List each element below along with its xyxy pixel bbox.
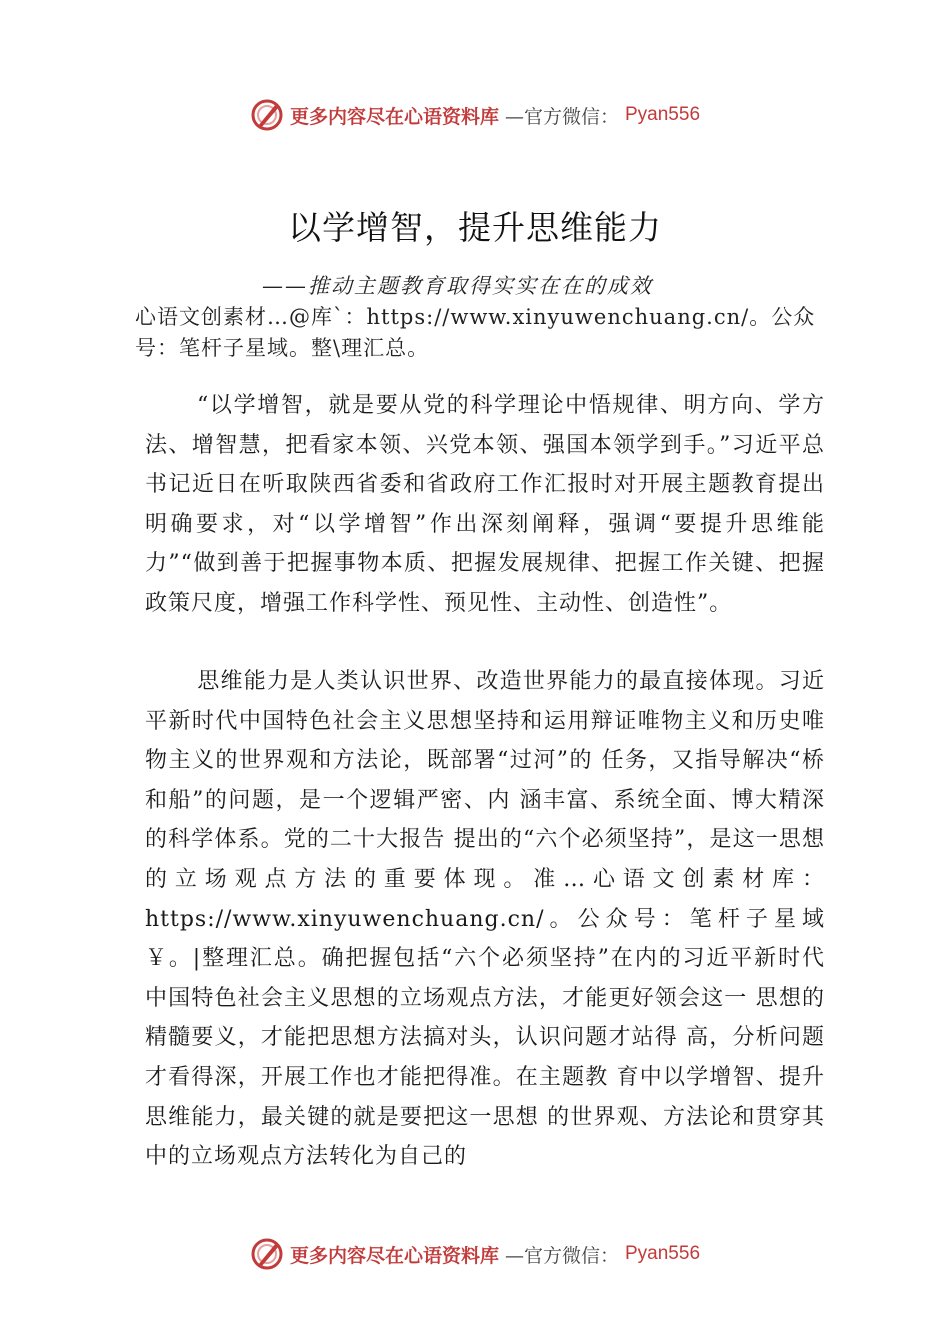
banner-wechat-id: Pyan556 xyxy=(625,1243,701,1264)
header-banner xyxy=(0,95,950,135)
banner-wechat-id: Pyan556 xyxy=(625,104,701,125)
paragraph-2-text: 思维能力是人类认识世界、改造世界能力的最直接体现。习近平新时代中国特色社会主义思想坚持和运用辩证唯物主义和历史唯物主义的世界观和方法论，既部署“过河”的 任务，又指导解决“桥和船”的问题，是一个逻辑严密、内 涵丰富、系统全面、博大精深的科学体系。党的二十大报告 提出的“六个必须坚持”，是这一思想的立场观点方法的重要体现。准…心语文创素材库：https://www.xinyuwenchuang.cn/。公众号：笔杆子星域￥。|整理汇总。确把握包括“六个必须坚持”在内的习近平新时代 中国特色社会主义思想的立场观点方法，才能更好领会这一 思想的精髓要义，才能把思想方法搞对头，认识问题才站得 高，分析问题才看得深，开展工作也才能把得准。在主题教 育中以学增智、提升思维能力，最关键的就是要把这一思想 的世界观、方法论和贯穿其中的立场观点方法转化为自己的 xyxy=(145,669,825,1170)
source-note: 心语文创素材…@库`：https://www.xinyuwenchuang.cn/。公众号：笔杆子星域。整\理汇总。 xyxy=(135,305,816,360)
paragraph-1-text: “以学增智，就是要从党的科学理论中悟规律、明方向、学方法、增智慧，把看家本领、兴党本领、强国本领学到手。”习近平总书记近日在听取陕西省委和省政府工作汇报时对开展主题教育提出明确要求，对“以学增智”作出深刻阐释，强调“要提升思维能力”“做到善于把握事物本质、把握发展规律、把握工作关键、把握政策尺度，增强工作科学性、预见性、主动性、创造性”。 xyxy=(145,393,825,616)
banner-red-text: 更多内容尽在心语资料库 xyxy=(289,1244,499,1267)
banner-dark-text: —官方微信： xyxy=(504,1244,619,1267)
page-title: 以学增智，提升思维能力 xyxy=(288,208,662,247)
page-subtitle: ——推动主题教育取得实实在在的成效 xyxy=(262,274,653,298)
banner-dark-text: —官方微信： xyxy=(504,105,619,128)
quill-logo-icon xyxy=(250,98,284,132)
banner-red-text: 更多内容尽在心语资料库 xyxy=(289,105,499,128)
footer-banner xyxy=(0,1234,950,1274)
quill-logo-icon xyxy=(250,1237,284,1271)
paragraph-1 xyxy=(145,386,825,624)
paragraph-2 xyxy=(145,662,825,1177)
